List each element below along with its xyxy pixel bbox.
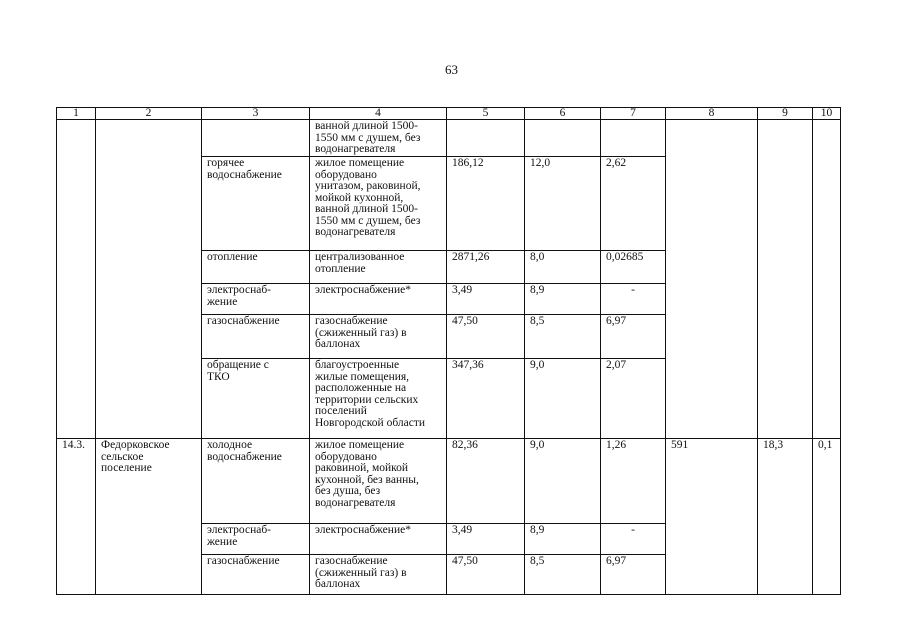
service-cell: газоснабжение (202, 315, 310, 359)
value-cell: 9,0 (525, 439, 601, 524)
value-cell: 8,0 (525, 251, 601, 284)
table-row (57, 439, 841, 524)
description-cell: ванной длиной 1500- 1550 мм с душем, без водонагревателя (310, 120, 447, 157)
settlement-cell: Федорковское сельское поселение (96, 439, 202, 595)
table-row (57, 120, 841, 157)
service-cell: холодное водоснабжение (202, 439, 310, 524)
header-cell: 9 (758, 108, 813, 120)
value-cell: 8,5 (525, 315, 601, 359)
service-cell (202, 120, 310, 157)
settlement-cell (96, 120, 202, 439)
value-cell: 0,02685 (601, 251, 666, 284)
value-cell: - (601, 284, 666, 315)
value-cell: 3,49 (447, 284, 525, 315)
description-cell: газоснабжение (сжиженный газ) в баллонах (310, 555, 447, 595)
header-cell: 7 (601, 108, 666, 120)
value-cell: 2,07 (601, 359, 666, 439)
value-cell: 47,50 (447, 555, 525, 595)
header-cell: 6 (525, 108, 601, 120)
value-cell: 8,9 (525, 284, 601, 315)
value-cell: 186,12 (447, 157, 525, 251)
value-cell: 18,3 (758, 439, 813, 595)
header-row (57, 108, 841, 120)
value-cell: 82,36 (447, 439, 525, 524)
value-cell: 6,97 (601, 315, 666, 359)
header-cell: 10 (813, 108, 841, 120)
service-cell: электроснаб- жение (202, 524, 310, 555)
page-number: 63 (445, 62, 458, 77)
header-cell: 5 (447, 108, 525, 120)
service-cell: электроснаб- жение (202, 284, 310, 315)
value-cell: 8,5 (525, 555, 601, 595)
value-cell: 2871,26 (447, 251, 525, 284)
value-cell: 47,50 (447, 315, 525, 359)
number-cell (57, 120, 96, 439)
value-cell: 0,1 (813, 439, 841, 595)
value-cell: 8,9 (525, 524, 601, 555)
value-cell (666, 120, 758, 439)
description-cell: благоустроенные жилые помещения, расположенные на территории сельских поселений Новгородской области (310, 359, 447, 439)
description-cell: жилое помещение оборудовано унитазом, раковиной, мойкой кухонной, ванной длиной 1500- 1550 мм с душем, без водонагревателя (310, 157, 447, 251)
value-cell: 591 (666, 439, 758, 595)
value-cell (813, 120, 841, 439)
value-cell: 9,0 (525, 359, 601, 439)
description-cell: газоснабжение (сжиженный газ) в баллонах (310, 315, 447, 359)
value-cell: 2,62 (601, 157, 666, 251)
value-cell: 3,49 (447, 524, 525, 555)
value-cell: 6,97 (601, 555, 666, 595)
value-cell (601, 120, 666, 157)
header-cell: 4 (310, 108, 447, 120)
description-cell: электроснабжение* (310, 284, 447, 315)
service-cell: обращение с ТКО (202, 359, 310, 439)
value-cell: 1,26 (601, 439, 666, 524)
description-cell: электроснабжение* (310, 524, 447, 555)
value-cell (447, 120, 525, 157)
header-cell: 3 (202, 108, 310, 120)
number-cell: 14.3. (57, 439, 96, 595)
value-cell (525, 120, 601, 157)
service-cell: горячее водоснабжение (202, 157, 310, 251)
header-cell: 8 (666, 108, 758, 120)
value-cell (758, 120, 813, 439)
description-cell: централизованное отопление (310, 251, 447, 284)
service-cell: отопление (202, 251, 310, 284)
value-cell: - (601, 524, 666, 555)
service-cell: газоснабжение (202, 555, 310, 595)
tariff-table (56, 107, 841, 595)
description-cell: жилое помещение оборудовано раковиной, мойкой кухонной, без ванны, без душа, без водонагревателя (310, 439, 447, 524)
header-cell: 2 (96, 108, 202, 120)
value-cell: 12,0 (525, 157, 601, 251)
header-cell: 1 (57, 108, 96, 120)
value-cell: 347,36 (447, 359, 525, 439)
